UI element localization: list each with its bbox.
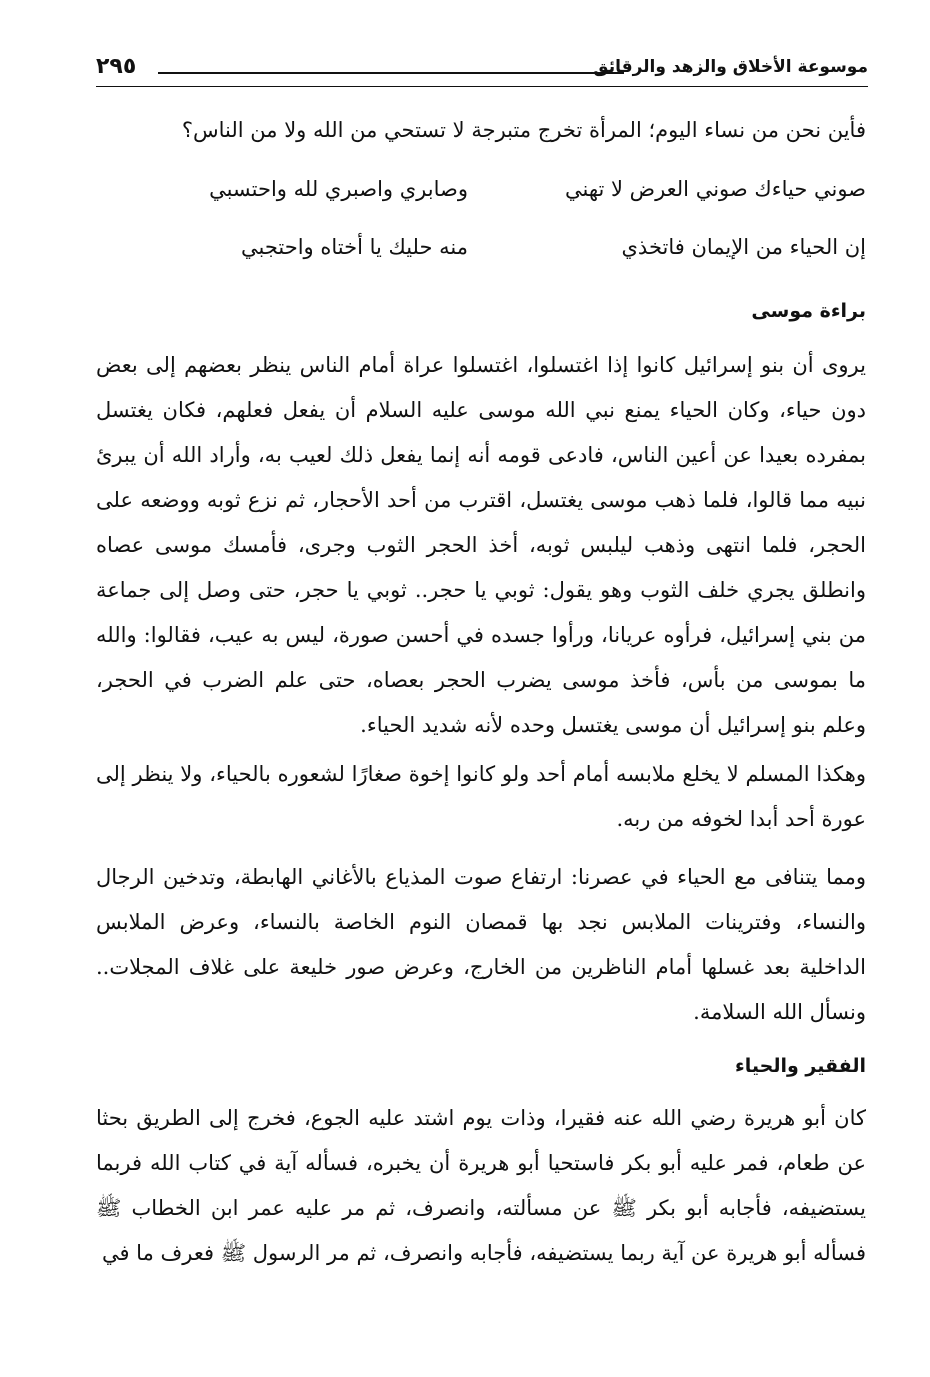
muslim-paragraph: وهكذا المسلم لا يخلع ملابسه أمام أحد ولو كانوا إخوة صغارًا لشعوره بالحياء، ولا ينظر إلى عورة أحد أبدا لخوفه من ربه. [96,762,866,831]
poem-verse [96,167,866,212]
page-header [96,52,868,86]
header-rule [158,72,624,74]
verse-first-hemistich: إن الحياء من الإيمان فاتخذي [621,235,866,259]
musa-paragraph: يروى أن بنو إسرائيل كانوا إذا اغتسلوا، اغتسلوا عراة أمام الناس ينظر بعضهم إلى بعض دون حياء، وكان الحياء يمنع نبي الله موسى عليه السلام أن يفعل فعلهم، فكان يغتسل بمفرده بعيدا عن أعين الناس، فادعى قومه أنه إنما يفعل ذلك لعيب به، وأراد الله أن يبرئ نبيه مما قالوا، فلما ذهب موسى يغتسل، اقترب من أحد الأحجار، ثم نزع ثوبه ووضعه على الحجر، فلما انتهى وذهب ليلبس ثوبه، أخذ الحجر الثوب وجرى، فأمسك موسى عصاه وانطلق يجري خلف الثوب وهو يقول: ثوبي يا حجر.. ثوبي يا حجر، حتى وصل إلى جماعة من بني إسرائيل، فرأوه عريانا، ورأوا جسده في أحسن صورة، ليس به عيب، فقالوا: والله ما بموسى من بأس، فأخذ موسى يضرب الحجر بعصاه، حتى علم الضرب في الحجر، وعلم بنو إسرائيل أن موسى يغتسل وحده لأنه شديد الحياء. [96,353,866,737]
intro-paragraph: فأين نحن من نساء اليوم؛ المرأة تخرج متبرجة لا تستحي من الله ولا من الناس؟ [181,118,866,142]
section-heading-musa: براءة موسى [751,300,866,322]
poor-paragraph: كان أبو هريرة رضي الله عنه فقيرا، وذات يوم اشتد عليه الجوع، فخرج إلى الطريق بحثا عن طعام، فمر عليه أبو بكر فاستحيا أبو هريرة أن يخبره، فسأله آية في كتاب الله فربما يستضيفه، فأجابه أبو بكر ﷺ عن مسألته، وانصرف، ثم مر عليه عمر ابن الخطاب ﷺ فسأله أبو هريرة عن آية ربما يستضيفه، فأجابه وانصرف، ثم مر الرسول ﷺ فعرف ما في [96,1106,866,1265]
verse-second-hemistich: منه حليك يا أختاه واحتجبي [240,235,468,259]
header-divider [96,86,868,87]
running-title: موسوعة الأخلاق والزهد والرقائق [593,57,868,77]
poem-verse [96,225,866,270]
verse-second-hemistich: وصابري واصبري لله واحتسبي [209,177,468,201]
section-heading-poor: الفقير والحياء [735,1055,866,1077]
verse-first-hemistich: صوني حياءك صوني العرض لا تهني [564,177,866,201]
era-paragraph: ومما يتنافى مع الحياء في عصرنا: ارتفاع صوت المذياع بالأغاني الهابطة، وتدخين الرجال والنساء، وفترينات الملابس نجد بها قمصان النوم الخاصة بالنساء، وعرض الملابس الداخلية بعد غسلها أمام الناظرين من الخارج، وعرض صور خليعة على غلاف المجلات.. ونسأل الله السلامة. [96,865,866,1024]
page-number: ٢٩٥ [96,54,137,79]
